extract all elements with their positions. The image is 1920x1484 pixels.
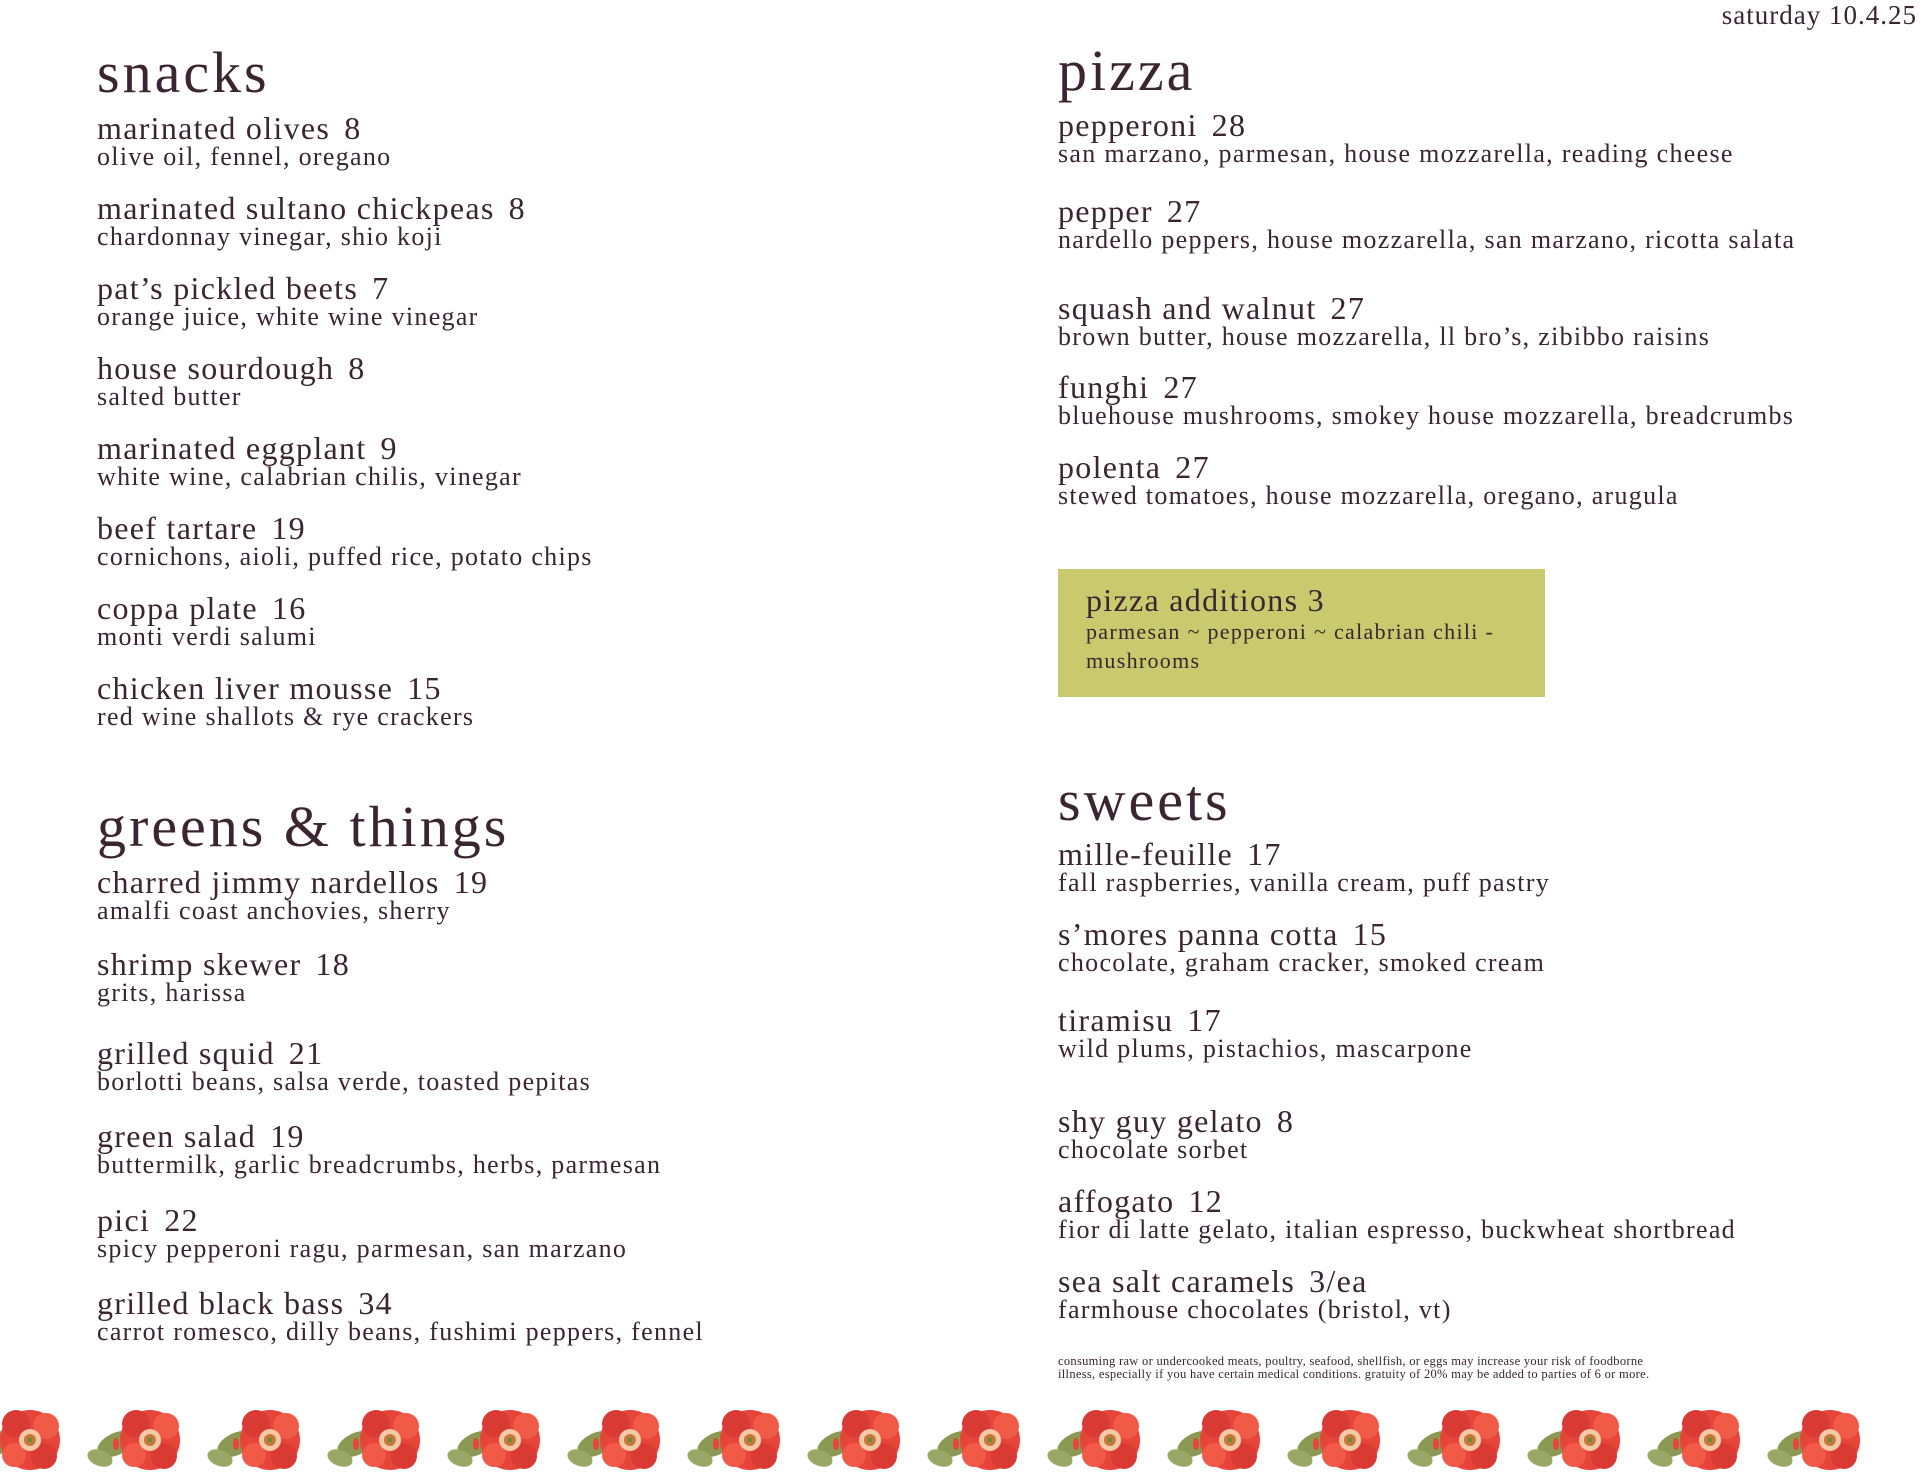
item-price: 28 [1211, 107, 1247, 143]
item-description: white wine, calabrian chilis, vinegar [97, 462, 522, 491]
item-description: chocolate sorbet [1058, 1135, 1249, 1164]
item-description: carrot romesco, dilly beans, fushimi peppers, fennel [97, 1317, 704, 1346]
greens-section [97, 794, 897, 859]
menu-item [97, 432, 897, 490]
item-price: 34 [358, 1285, 393, 1321]
item-price: 8 [1276, 1103, 1295, 1139]
pizza-additions-box [1058, 569, 1545, 697]
item-name: pepper [1058, 193, 1153, 229]
menu-item [1058, 1185, 1918, 1243]
item-description: buttermilk, garlic breadcrumbs, herbs, parmesan [97, 1150, 662, 1179]
disclaimer-line-2: illness, especially if you have certain medical conditions. gratuity of 20% may be added to parties of 6 or more. [1058, 1367, 1650, 1381]
item-price: 27 [1163, 369, 1198, 405]
menu-item [1058, 1265, 1918, 1323]
sweets-section [1058, 768, 1918, 833]
item-name: funghi [1058, 369, 1150, 405]
menu-item [1058, 195, 1918, 253]
item-name: house sourdough [97, 350, 335, 386]
menu-item [97, 1204, 897, 1262]
item-name: tiramisu [1058, 1002, 1174, 1038]
item-name: marinated sultano chickpeas [97, 190, 495, 226]
item-price: 19 [270, 1118, 305, 1154]
menu-item [97, 592, 897, 650]
floral-border [0, 1400, 1920, 1484]
item-name: grilled black bass [97, 1285, 345, 1321]
item-name: charred jimmy nardellos [97, 864, 440, 900]
menu-item [1058, 1004, 1918, 1062]
item-price: 7 [372, 270, 390, 306]
item-description: wild plums, pistachios, mascarpone [1058, 1034, 1473, 1063]
item-price: 22 [164, 1202, 199, 1238]
item-price: 8 [348, 350, 366, 386]
menu-item [1058, 1105, 1918, 1163]
menu-item [1058, 109, 1918, 167]
menu-item [97, 672, 897, 730]
item-description: monti verdi salumi [97, 622, 317, 651]
item-description: fior di latte gelato, italian espresso, buckwheat shortbread [1058, 1215, 1736, 1244]
item-name: marinated eggplant [97, 430, 367, 466]
menu-item [1058, 918, 1918, 976]
item-price: 27 [1330, 290, 1366, 326]
item-name: green salad [97, 1118, 257, 1154]
section-title: pizza [1058, 38, 1196, 103]
floral-border-graphic [0, 1400, 1920, 1484]
item-price: 19 [271, 510, 306, 546]
item-description: chardonnay vinegar, shio koji [97, 222, 443, 251]
item-description: salted butter [97, 382, 242, 411]
menu-item [97, 1120, 897, 1178]
item-name: pepperoni [1058, 107, 1198, 143]
item-name: grilled squid [97, 1035, 275, 1071]
menu-item [97, 192, 897, 250]
section-title: sweets [1058, 768, 1231, 833]
menu-item [97, 1287, 897, 1345]
menu-item [1058, 292, 1918, 350]
item-name: coppa plate [97, 590, 258, 626]
menu-item [1058, 838, 1918, 896]
item-description: red wine shallots & rye crackers [97, 702, 475, 731]
item-description: stewed tomatoes, house mozzarella, oregano, arugula [1058, 481, 1679, 510]
menu-item [97, 1037, 897, 1095]
item-price: 18 [315, 946, 351, 982]
pizza-section [1058, 38, 1918, 103]
item-price: 15 [407, 670, 442, 706]
section-title: snacks [97, 40, 270, 105]
item-name: mille-feuille [1058, 836, 1234, 872]
additions-title: pizza additions [1086, 582, 1299, 618]
item-price: 19 [453, 864, 489, 900]
menu-item [1058, 371, 1918, 429]
item-price: 9 [380, 430, 398, 466]
menu-item [97, 112, 897, 170]
additions-line-2: mushrooms [1086, 648, 1201, 673]
disclaimer-line-1: consuming raw or undercooked meats, poultry, seafood, shellfish, or eggs may increase your risk of foodborne [1058, 1354, 1644, 1368]
disclaimer [1058, 1355, 1798, 1381]
menu-item [97, 272, 897, 330]
item-price: 17 [1247, 836, 1282, 872]
item-description: farmhouse chocolates (bristol, vt) [1058, 1295, 1452, 1324]
item-price: 16 [271, 590, 307, 626]
additions-line-1: parmesan ~ pepperoni ~ calabrian chili - [1086, 619, 1495, 644]
snacks-section [97, 40, 897, 105]
menu-item [97, 352, 897, 410]
item-name: shy guy gelato [1058, 1103, 1263, 1139]
item-price: 15 [1352, 916, 1388, 952]
item-price: 17 [1187, 1002, 1222, 1038]
item-description: orange juice, white wine vinegar [97, 302, 479, 331]
item-name: beef tartare [97, 510, 258, 546]
item-name: sea salt caramels [1058, 1263, 1296, 1299]
item-name: chicken liver mousse [97, 670, 394, 706]
item-description: olive oil, fennel, oregano [97, 142, 392, 171]
item-description: chocolate, graham cracker, smoked cream [1058, 948, 1546, 977]
section-title: greens & things [97, 794, 510, 859]
item-name: pici [97, 1202, 151, 1238]
item-price: 21 [288, 1035, 324, 1071]
item-name: squash and walnut [1058, 290, 1317, 326]
item-name: s’mores panna cotta [1058, 916, 1339, 952]
item-description: cornichons, aioli, puffed rice, potato chips [97, 542, 593, 571]
item-price: 8 [508, 190, 526, 226]
item-description: bluehouse mushrooms, smokey house mozzarella, breadcrumbs [1058, 401, 1795, 430]
item-name: affogato [1058, 1183, 1175, 1219]
item-description: san marzano, parmesan, house mozzarella, reading cheese [1058, 139, 1734, 168]
item-price: 27 [1175, 449, 1210, 485]
menu-item [1058, 451, 1918, 509]
item-description: fall raspberries, vanilla cream, puff pastry [1058, 868, 1551, 897]
menu-date: saturday 10.4.25 [1721, 0, 1917, 30]
item-price: 27 [1166, 193, 1202, 229]
item-description: nardello peppers, house mozzarella, san marzano, ricotta salata [1058, 225, 1796, 254]
item-description: amalfi coast anchovies, sherry [97, 896, 451, 925]
item-name: shrimp skewer [97, 946, 302, 982]
item-price: 3/ea [1309, 1263, 1368, 1299]
menu-item [97, 866, 897, 924]
item-name: polenta [1058, 449, 1162, 485]
menu-item [97, 948, 897, 1006]
item-description: spicy pepperoni ragu, parmesan, san marzano [97, 1234, 628, 1263]
item-name: marinated olives [97, 110, 331, 146]
item-price: 12 [1188, 1183, 1224, 1219]
menu-item [97, 512, 897, 570]
item-price: 8 [344, 110, 362, 146]
item-description: borlotti beans, salsa verde, toasted pepitas [97, 1067, 592, 1096]
additions-price: 3 [1307, 582, 1325, 618]
item-name: pat’s pickled beets [97, 270, 359, 306]
item-description: brown butter, house mozzarella, ll bro’s, zibibbo raisins [1058, 322, 1711, 351]
item-description: grits, harissa [97, 978, 247, 1007]
